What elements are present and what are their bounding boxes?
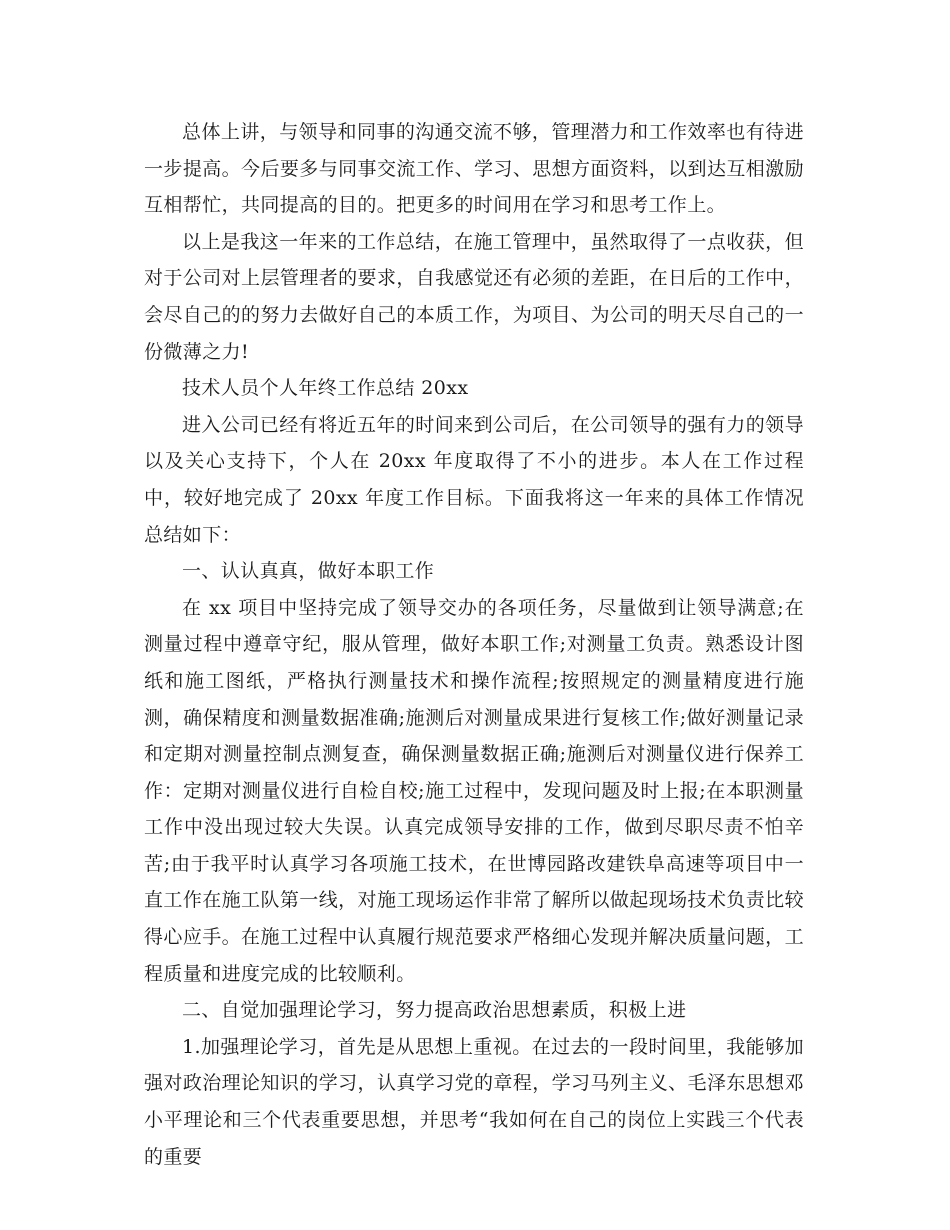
paragraph-section-1-body: 在 xx 项目中坚持完成了领导交办的各项任务，尽量做到让领导满意;在测量过程中遵章守纪，服从管理，做好本职工作;对测量工负责。熟悉设计图纸和施工图纸，严格执行测量技术和操作流程;按照规定的测量精度进行施测，确保精度和测量数据准确;施测后对测量成果进行复核工作;做好测量记录和定期对测量控制点测复查，确保测量数据正确;施测后对测量仪进行保养工作：定期对测量仪进行自检自校;施工过程中，发现问题及时上报;在本职测量工作中没出现过较大失误。认真完成领导安排的工作，做到尽职尽责不怕辛苦;由于我平时认真学习各项施工技术，在世博园路改建铁阜高速等项目中一直工作在施工队第一线，对施工现场运作非常了解所以做起现场技术负责比较得心应手。在施工过程中认真履行规范要求严格细心发现并解决质量问题，工程质量和进度完成的比较顺利。 — [144, 596, 804, 985]
document-title: 技术人员个人年终工作总结 20xx — [182, 377, 469, 400]
paragraph-summary-shortcomings: 总体上讲，与领导和同事的沟通交流不够，管理潜力和工作效率也有待进一步提高。今后要多与同事交流工作、学习、思想方面资料，以到达互相激励互相帮忙，共同提高的目的。把更多的时间用在学习和思考工作上。 — [144, 121, 804, 217]
paragraph-introduction: 进入公司已经有将近五年的时间来到公司后，在公司领导的强有力的领导以及关心支持下，个人在 20xx 年度取得了不小的进步。本人在工作过程中，较好地完成了 20xx 年度工作目标。下面我将这一年来的具体工作情况总结如下： — [144, 413, 804, 546]
section-heading-1: 一、认认真真，做好本职工作 — [182, 560, 435, 583]
document-body — [144, 114, 804, 1175]
section-heading-2: 二、自觉加强理论学习，努力提高政治思想素质，积极上进 — [182, 999, 687, 1022]
paragraph-conclusion: 以上是我这一年来的工作总结，在施工管理中，虽然取得了一点收获，但对于公司对上层管理者的要求，自我感觉还有必须的差距，在日后的工作中，会尽自己的的努力去做好自己的本质工作，为项目、为公司的明天尽自己的一份微薄之力! — [144, 230, 804, 363]
paragraph-section-2-item-1: 1.加强理论学习，首先是从思想上重视。在过去的一段时间里，我能够加强对政治理论知识的学习，认真学习党的章程，学习马列主义、毛泽东思想邓小平理论和三个代表重要思想，并思考“我如何在自己的岗位上实践三个代表的重要 — [144, 1035, 804, 1168]
